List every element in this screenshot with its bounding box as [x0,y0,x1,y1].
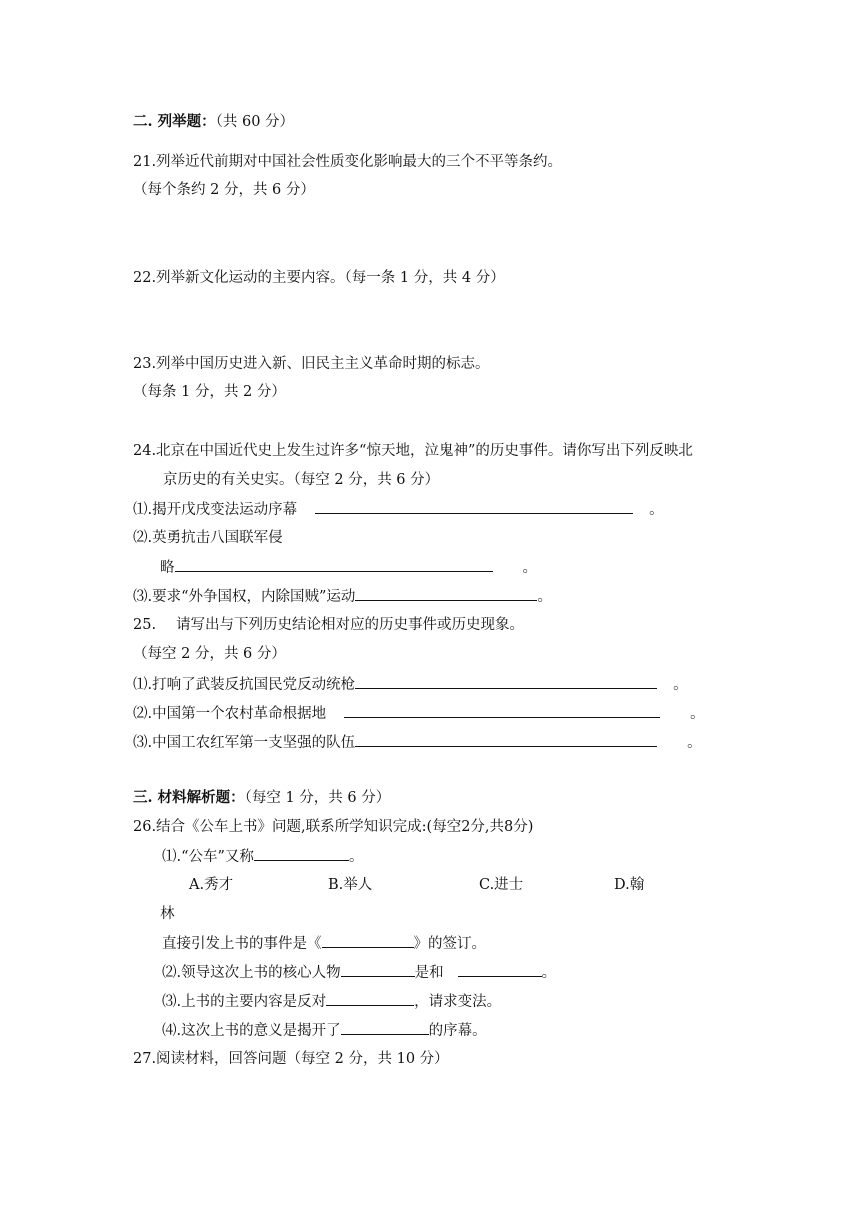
item-period: 。 [541,965,557,981]
item-label-end: 的序幕。 [428,1023,487,1039]
item-label: ⑴.打响了武装反抗国民党反动统枪 [133,677,356,693]
question-26-direct [162,933,486,954]
item-label-end: ，请求变法。 [414,994,502,1010]
question-24-line2: 京历史的有关史实。（每空 2 分，共 6 分） [163,472,440,488]
item-label: ⑷.这次上书的意义是揭开了 [162,1023,341,1039]
option-d-cont: 林 [160,906,175,922]
item-label-end: 》的签订。 [413,936,486,952]
answer-blank[interactable] [355,586,537,601]
question-prompt: 请写出与下列历史结论相对应的历史事件或历史现象。 [176,617,525,633]
item-period: 。 [348,849,364,865]
item-label: ⑵.中国第一个农村革命根据地 [133,706,327,722]
answer-blank[interactable] [344,703,660,718]
question-24-item-2: ⑵.英勇抗击八国联军侵 [133,530,283,546]
question-25-item-1 [133,674,688,695]
answer-blank[interactable] [254,846,349,861]
answer-blank[interactable] [326,991,414,1006]
section-heading [133,112,294,132]
question-27-text: 27.阅读材料，回答问题（每空 2 分，共 10 分） [133,1051,449,1067]
question-24-item-3 [133,586,552,607]
item-period: 。 [522,560,537,576]
answer-blank[interactable] [355,674,657,689]
question-26-sub-3 [162,991,501,1012]
answer-blank[interactable] [175,557,493,572]
question-23-text: 23.列举中国历史进入新、旧民主主义革命时期的标志。 [133,356,490,372]
question-24-item-2-cont [160,557,537,578]
item-label: ⑴.揭开戊戌变法运动序幕 [133,502,298,518]
question-24-line1: 24.北京在中国近代史上发生过许多“惊天地，泣鬼神”的历史事件。请你写出下列反映北 [133,443,693,459]
item-label: ⑵.领导这次上书的核心人物 [162,965,341,981]
answer-blank[interactable] [322,933,414,948]
question-23-points: （每条 1 分，共 2 分） [133,384,286,400]
question-26-text: 26.结合《公车上书》问题,联系所学知识完成:(每空2分,共8分) [133,819,534,835]
option-a: A.秀才 [189,877,234,893]
answer-blank[interactable] [355,732,657,747]
answer-blank[interactable] [315,499,633,514]
question-25-points: （每空 2 分，共 6 分） [133,646,286,662]
item-label: 略 [160,560,175,576]
question-26-sub-2 [162,962,556,983]
section-title: 二. 列举题： [133,113,216,130]
section-score: （共 60 分） [215,114,295,130]
question-25-item-2 [133,703,705,724]
option-d: D.翰 [614,877,645,893]
answer-blank[interactable] [341,1020,429,1035]
item-label: ⑶.要求“外争国权，内除国贼”运动 [133,589,356,605]
question-24-item-1 [133,499,664,520]
question-25-text [133,615,524,635]
item-period: 。 [690,706,705,722]
question-26-sub-1 [162,846,363,867]
item-period: 。 [537,589,552,605]
item-label: ⑶.上书的主要内容是反对 [162,994,327,1010]
section-score: （每空 1 分，共 6 分） [244,790,391,806]
item-period: 。 [687,735,702,751]
item-period: 。 [649,502,664,518]
answer-blank[interactable] [458,962,542,977]
question-26-sub-4 [162,1020,487,1041]
question-22-text: 22.列举新文化运动的主要内容。（每一条 1 分，共 4 分） [133,270,505,286]
item-label-mid: 是和 [414,965,444,981]
option-c: C.进士 [479,877,524,893]
item-label: ⑶.中国工农红军第一支坚强的队伍 [133,735,356,751]
question-number: 25. [133,617,157,633]
item-label: 直接引发上书的事件是《 [162,936,322,952]
question-25-item-3 [133,732,702,753]
answer-blank[interactable] [341,962,415,977]
option-b: B.举人 [328,877,373,893]
question-21-points: （每个条约 2 分，共 6 分） [133,182,315,198]
section-title: 三. 材料解析题： [133,789,245,806]
item-label: ⑴.“公车”又称 [162,849,254,865]
question-21-text: 21.列举近代前期对中国社会性质变化影响最大的三个不平等条约。 [133,154,563,170]
section-heading [133,788,390,808]
item-period: 。 [673,677,688,693]
